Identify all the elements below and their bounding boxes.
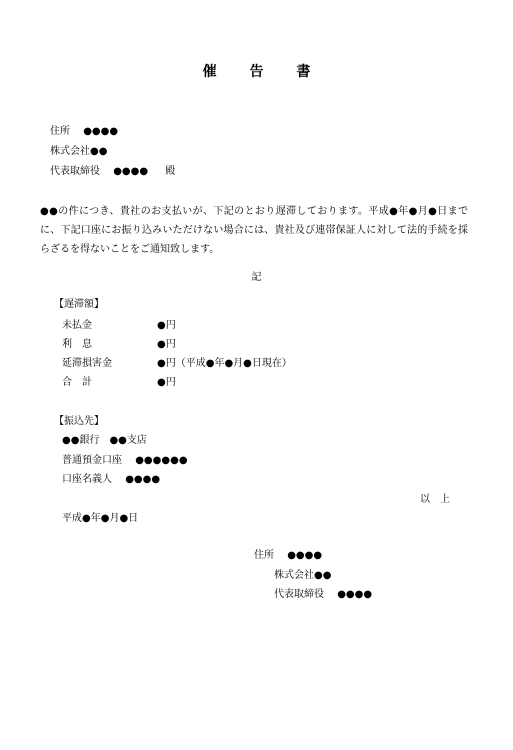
recipient-address (50, 126, 118, 138)
arrears-label: 未払金 (62, 320, 92, 331)
arrears-row (62, 320, 176, 332)
sender-address (254, 550, 322, 562)
recipient-representative-label: 代表取締役 (50, 166, 100, 177)
sender-company: 株式会社●● (274, 570, 332, 581)
transfer-bank: ●●銀行 ●●支店 (62, 435, 147, 446)
sender-address-value: ●●●● (287, 550, 323, 561)
transfer-account-type: 普通預金口座 (62, 455, 122, 466)
transfer-account (62, 455, 188, 467)
notice-body: ●●の件につき、貴社のお支払いが、下記のとおり遅滞しております。平成●年●月●日までに、下記口座にお振り込みいただけない場合には、貴社及び連帯保証人に対して法的手続を採らざるを得ないことをご通知致します。 (40, 206, 468, 255)
recipient-company: 株式会社●● (50, 146, 108, 157)
recipient-address-label: 住所 (50, 126, 70, 137)
transfer-holder-label: 口座名義人 (62, 474, 112, 485)
sender-representative-label: 代表取締役 (274, 589, 324, 600)
sender-representative-name: ●●●● (337, 589, 373, 600)
arrears-label: 延滞損害金 (62, 358, 112, 369)
transfer-heading: 【振込先】 (54, 416, 104, 427)
arrears-value: ●円 (157, 339, 176, 350)
arrears-heading: 【遅滞額】 (54, 299, 104, 310)
recipient-address-value: ●●●● (83, 126, 119, 137)
sender-address-label: 住所 (254, 550, 274, 561)
arrears-label: 利 息 (62, 339, 92, 350)
arrears-label: 合 計 (62, 377, 92, 388)
arrears-value: ●円（平成●年●月●日現在） (157, 358, 292, 369)
arrears-row (62, 377, 176, 389)
sender-representative (274, 589, 372, 601)
recipient-representative (50, 166, 175, 178)
closing-text: 以 上 (420, 494, 450, 505)
recipient-honorific: 殿 (165, 166, 176, 177)
document-title: 催 告 書 (202, 64, 325, 80)
arrears-value: ●円 (157, 320, 176, 331)
document-date: 平成●年●月●日 (62, 513, 139, 524)
recipient-representative-name: ●●●● (113, 166, 149, 177)
arrears-value: ●円 (157, 377, 176, 388)
arrears-row (62, 358, 292, 370)
transfer-holder (62, 474, 160, 486)
transfer-account-number: ●●●●●● (135, 455, 188, 466)
transfer-holder-value: ●●●● (125, 474, 161, 485)
arrears-row (62, 339, 176, 351)
ki-heading: 記 (251, 272, 262, 283)
